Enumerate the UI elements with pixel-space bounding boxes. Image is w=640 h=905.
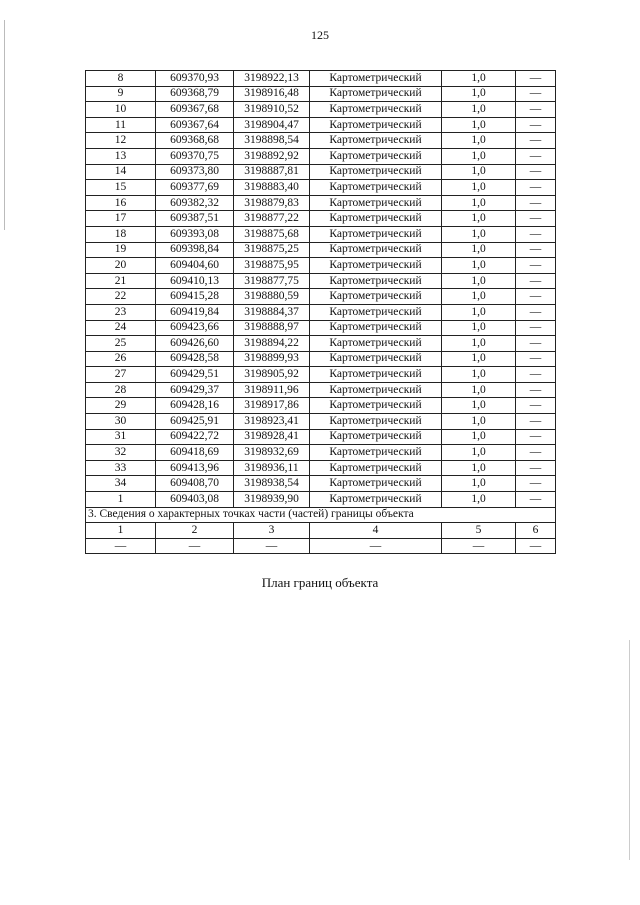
table-cell: 3198898,54	[234, 133, 310, 149]
table-row	[86, 102, 556, 118]
table-cell: 30	[86, 414, 156, 430]
table-cell: 3198911,96	[234, 382, 310, 398]
table-cell: 23	[86, 304, 156, 320]
table-cell: 609367,68	[156, 102, 234, 118]
table-cell: 1,0	[442, 336, 516, 352]
table-cell: Картометрический	[310, 492, 442, 508]
table-cell: —	[516, 336, 556, 352]
table-cell: 1,0	[442, 242, 516, 258]
table-cell: 28	[86, 382, 156, 398]
table-cell: 3198917,86	[234, 398, 310, 414]
table-cell: Картометрический	[310, 367, 442, 383]
table-cell: —	[516, 117, 556, 133]
table-cell: 1,0	[442, 304, 516, 320]
table-cell: 609398,84	[156, 242, 234, 258]
table-row	[86, 538, 556, 554]
column-number-cell: 3	[234, 523, 310, 539]
table-cell: 3198904,47	[234, 117, 310, 133]
table-cell: 609429,51	[156, 367, 234, 383]
table-cell: 609410,13	[156, 273, 234, 289]
table-cell: 1,0	[442, 382, 516, 398]
table-cell: 609419,84	[156, 304, 234, 320]
table-row	[86, 492, 556, 508]
table-cell: 609426,60	[156, 336, 234, 352]
table-cell: Картометрический	[310, 398, 442, 414]
table-cell: 1	[86, 492, 156, 508]
table-cell: 1,0	[442, 71, 516, 87]
table-row	[86, 258, 556, 274]
table-cell: 609404,60	[156, 258, 234, 274]
table-cell: —	[516, 71, 556, 87]
table-cell: 3198877,75	[234, 273, 310, 289]
table-cell: 1,0	[442, 164, 516, 180]
table-cell: 1,0	[442, 351, 516, 367]
table-cell: 609370,75	[156, 148, 234, 164]
table-cell: Картометрический	[310, 445, 442, 461]
table-cell: 1,0	[442, 429, 516, 445]
table-cell: 1,0	[442, 226, 516, 242]
table-row	[86, 351, 556, 367]
table-cell: 1,0	[442, 476, 516, 492]
table-cell: —	[516, 133, 556, 149]
table-cell: 1,0	[442, 102, 516, 118]
table-row	[86, 414, 556, 430]
table-row	[86, 460, 556, 476]
table-cell: 609373,80	[156, 164, 234, 180]
table-cell: —	[516, 460, 556, 476]
table-cell: 34	[86, 476, 156, 492]
column-number-cell: 4	[310, 523, 442, 539]
table-cell: 1,0	[442, 133, 516, 149]
table-cell: 609368,68	[156, 133, 234, 149]
table-cell: 3198888,97	[234, 320, 310, 336]
table-cell: 1,0	[442, 460, 516, 476]
table-cell: 10	[86, 102, 156, 118]
table-cell: 31	[86, 429, 156, 445]
table-cell: 9	[86, 86, 156, 102]
table-cell: 609425,91	[156, 414, 234, 430]
table-cell: —	[516, 289, 556, 305]
table-cell: 1,0	[442, 117, 516, 133]
table-row	[86, 86, 556, 102]
table-cell: 1,0	[442, 320, 516, 336]
table-cell: 609382,32	[156, 195, 234, 211]
table-cell: —	[516, 492, 556, 508]
table-cell: —	[516, 180, 556, 196]
table-cell: —	[516, 195, 556, 211]
table-row	[86, 180, 556, 196]
table-cell: 609370,93	[156, 71, 234, 87]
table-cell: 3198936,11	[234, 460, 310, 476]
table-row	[86, 445, 556, 461]
table-row	[86, 429, 556, 445]
table-cell: Картометрический	[310, 382, 442, 398]
table-cell: —	[516, 226, 556, 242]
table-cell: —	[516, 102, 556, 118]
table-cell: 3198910,52	[234, 102, 310, 118]
column-number-cell: 5	[442, 523, 516, 539]
table-cell: Картометрический	[310, 164, 442, 180]
section-title-row	[86, 507, 556, 523]
table-cell: Картометрический	[310, 476, 442, 492]
table-cell: Картометрический	[310, 414, 442, 430]
table-cell: Картометрический	[310, 195, 442, 211]
table-cell: 1,0	[442, 258, 516, 274]
table-cell: 609428,58	[156, 351, 234, 367]
table-cell: 22	[86, 289, 156, 305]
column-number-cell: 1	[86, 523, 156, 539]
table-cell: 3198884,37	[234, 304, 310, 320]
table-cell: Картометрический	[310, 226, 442, 242]
table-cell: Картометрический	[310, 258, 442, 274]
table-row	[86, 195, 556, 211]
table-cell: 27	[86, 367, 156, 383]
table-cell: 609377,69	[156, 180, 234, 196]
table-cell: 609387,51	[156, 211, 234, 227]
table-cell: 1,0	[442, 273, 516, 289]
table-cell: Картометрический	[310, 117, 442, 133]
table-row	[86, 304, 556, 320]
table-cell: —	[516, 148, 556, 164]
table-cell: 21	[86, 273, 156, 289]
table-row	[86, 148, 556, 164]
table-cell: Картометрический	[310, 429, 442, 445]
table-cell: —	[516, 538, 556, 554]
table-row	[86, 211, 556, 227]
column-number-cell: 6	[516, 523, 556, 539]
table-cell: 1,0	[442, 195, 516, 211]
table-cell: —	[516, 429, 556, 445]
table-cell: 3198899,93	[234, 351, 310, 367]
table-cell: 3198880,59	[234, 289, 310, 305]
table-cell: 3198938,54	[234, 476, 310, 492]
table-cell: 3198905,92	[234, 367, 310, 383]
table-cell: 609429,37	[156, 382, 234, 398]
table-row	[86, 336, 556, 352]
table-row	[86, 117, 556, 133]
table-cell: 19	[86, 242, 156, 258]
table-cell: —	[234, 538, 310, 554]
table-cell: 609403,08	[156, 492, 234, 508]
table-cell: 3198892,92	[234, 148, 310, 164]
table-cell: —	[156, 538, 234, 554]
scan-margin-line	[4, 20, 5, 230]
table-cell: 20	[86, 258, 156, 274]
table-row	[86, 273, 556, 289]
table-cell: 24	[86, 320, 156, 336]
table-cell: —	[516, 304, 556, 320]
table-cell: 3198922,13	[234, 71, 310, 87]
table-cell: —	[516, 414, 556, 430]
plan-title: План границ объекта	[261, 575, 379, 590]
table-cell: 3198894,22	[234, 336, 310, 352]
table-cell: Картометрический	[310, 351, 442, 367]
table-cell: 29	[86, 398, 156, 414]
table-cell: —	[516, 273, 556, 289]
table-cell: 1,0	[442, 492, 516, 508]
table-cell: —	[516, 164, 556, 180]
table-cell: Картометрический	[310, 148, 442, 164]
table-cell: 609393,08	[156, 226, 234, 242]
table-cell: 14	[86, 164, 156, 180]
table-cell: 609367,64	[156, 117, 234, 133]
table-cell: 1,0	[442, 445, 516, 461]
table-cell: —	[516, 398, 556, 414]
table-cell: 609408,70	[156, 476, 234, 492]
table-cell: 3198875,95	[234, 258, 310, 274]
table-cell: 1,0	[442, 180, 516, 196]
table-cell: 609422,72	[156, 429, 234, 445]
coordinates-table	[85, 70, 556, 554]
table-cell: Картометрический	[310, 242, 442, 258]
column-number-row	[86, 523, 556, 539]
table-cell: 609418,69	[156, 445, 234, 461]
table-cell: 16	[86, 195, 156, 211]
table-cell: 1,0	[442, 86, 516, 102]
table-cell: 609428,16	[156, 398, 234, 414]
table-cell: 1,0	[442, 289, 516, 305]
table-cell: 32	[86, 445, 156, 461]
table-row	[86, 289, 556, 305]
table-cell: —	[516, 86, 556, 102]
coordinates-table-body	[86, 71, 556, 554]
table-cell: 15	[86, 180, 156, 196]
table-cell: 12	[86, 133, 156, 149]
scan-margin-line	[629, 640, 630, 860]
table-cell: —	[516, 367, 556, 383]
table-cell: Картометрический	[310, 273, 442, 289]
table-row	[86, 398, 556, 414]
table-cell: 13	[86, 148, 156, 164]
table-row	[86, 476, 556, 492]
table-cell: Картометрический	[310, 71, 442, 87]
table-cell: —	[516, 382, 556, 398]
table-cell: 609413,96	[156, 460, 234, 476]
table-cell: 8	[86, 71, 156, 87]
table-cell: —	[516, 242, 556, 258]
table-cell: Картометрический	[310, 336, 442, 352]
table-cell: Картометрический	[310, 102, 442, 118]
table-cell: 1,0	[442, 398, 516, 414]
table-row	[86, 133, 556, 149]
table-row	[86, 226, 556, 242]
table-cell: 3198883,40	[234, 180, 310, 196]
table-cell: —	[516, 445, 556, 461]
table-cell: 18	[86, 226, 156, 242]
table-cell: 3198875,68	[234, 226, 310, 242]
table-cell: Картометрический	[310, 133, 442, 149]
table-cell: Картометрический	[310, 289, 442, 305]
page-number: 125	[311, 28, 329, 42]
table-cell: 1,0	[442, 414, 516, 430]
column-number-cell: 2	[156, 523, 234, 539]
table-row	[86, 382, 556, 398]
table-cell: Картометрический	[310, 211, 442, 227]
table-cell: 3198939,90	[234, 492, 310, 508]
table-cell: 17	[86, 211, 156, 227]
table-cell: 3198928,41	[234, 429, 310, 445]
table-row	[86, 71, 556, 87]
section-title: 3. Сведения о характерных точках части (частей) границы объекта	[86, 507, 556, 523]
table-cell: —	[86, 538, 156, 554]
table-cell: —	[516, 476, 556, 492]
table-cell: 1,0	[442, 367, 516, 383]
table-cell: —	[310, 538, 442, 554]
table-cell: 3198875,25	[234, 242, 310, 258]
table-cell: 609415,28	[156, 289, 234, 305]
table-cell: 25	[86, 336, 156, 352]
table-row	[86, 320, 556, 336]
table-cell: —	[516, 258, 556, 274]
table-cell: —	[516, 211, 556, 227]
table-cell: 3198879,83	[234, 195, 310, 211]
table-cell: 3198923,41	[234, 414, 310, 430]
table-cell: 3198916,48	[234, 86, 310, 102]
table-cell: Картометрический	[310, 304, 442, 320]
table-cell: Картометрический	[310, 320, 442, 336]
table-cell: —	[516, 351, 556, 367]
table-cell: Картометрический	[310, 86, 442, 102]
table-row	[86, 242, 556, 258]
table-cell: 3198877,22	[234, 211, 310, 227]
table-cell: 3198887,81	[234, 164, 310, 180]
table-cell: —	[442, 538, 516, 554]
table-cell: Картометрический	[310, 460, 442, 476]
table-cell: 1,0	[442, 211, 516, 227]
table-row	[86, 164, 556, 180]
table-cell: Картометрический	[310, 180, 442, 196]
table-row	[86, 367, 556, 383]
table-cell: 1,0	[442, 148, 516, 164]
table-cell: 26	[86, 351, 156, 367]
table-cell: 609423,66	[156, 320, 234, 336]
table-cell: —	[516, 320, 556, 336]
table-cell: 609368,79	[156, 86, 234, 102]
table-cell: 33	[86, 460, 156, 476]
table-cell: 3198932,69	[234, 445, 310, 461]
table-cell: 11	[86, 117, 156, 133]
